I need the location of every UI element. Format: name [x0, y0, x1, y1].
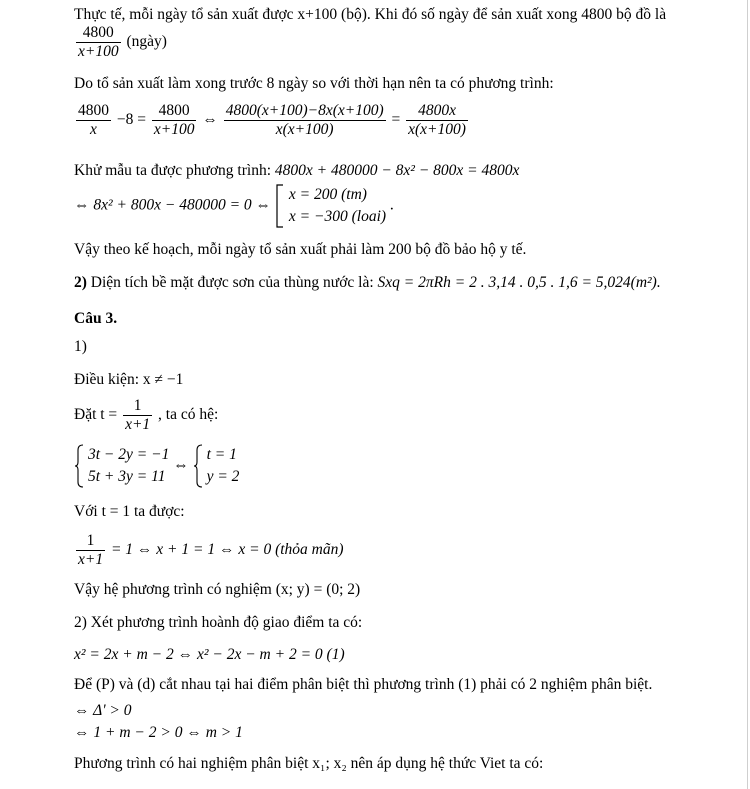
days-fraction	[76, 24, 121, 61]
eq1-fraction-2	[152, 102, 197, 139]
system-left-row-2: 5t + 3y = 11	[88, 468, 166, 485]
result-den: x+1	[78, 551, 104, 568]
system-right-row-2: y = 2	[206, 468, 240, 485]
eq1-f2-num: 4800	[152, 102, 197, 121]
paragraph-viet: Phương trình có hai nghiệm phân biệt x₁; x₂ nên áp dụng hệ thức Viet ta có:	[74, 755, 544, 772]
days-unit: (ngày)	[126, 33, 167, 51]
eq1-f1-num: 4800	[78, 102, 109, 119]
eq2-end: .	[389, 196, 394, 214]
paragraph-de: Để (P) và (d) cắt nhau tại hai điểm phân biệt thì phương trình (1) phải có 2 nghiệm phân biệt.	[74, 676, 653, 693]
eq1-f4-den: x(x+100)	[408, 121, 466, 138]
system-right	[193, 444, 240, 488]
dien-tich-equation: Sxq = 2πRh = 2 . 3,14 . 0,5 . 1,6 = 5,024(m²).	[377, 274, 661, 291]
voi-t: Với t = 1 ta được:	[74, 503, 185, 520]
result-fraction	[76, 532, 105, 569]
eq1-f3-num: 4800(x+100)−8x(x+100)	[225, 102, 384, 119]
square-bracket-icon	[275, 184, 285, 228]
result-num: 1	[76, 532, 105, 551]
part-2-heading: 2) Xét phương trình hoành độ giao điểm ta có:	[74, 614, 363, 631]
eq1-f4-num: 4800x	[406, 102, 468, 121]
dat-t-num: 1	[123, 397, 152, 416]
eq1-fraction-4	[406, 102, 468, 139]
cau-3-heading: Câu 3.	[74, 310, 118, 327]
eq2-bracket-system	[275, 184, 386, 228]
curly-brace-icon	[193, 444, 203, 488]
days-fraction-numerator: 4800	[76, 24, 121, 43]
part-2-label: 2)	[74, 274, 87, 291]
eq2-solution-1: x = 200 (tm)	[288, 186, 367, 203]
system-left	[74, 444, 169, 488]
eq1-f3-den: x(x+100)	[275, 121, 334, 138]
khu-mau-equation: 4800x + 480000 − 8x² − 800x = 4800x	[274, 162, 520, 179]
m-condition: ⇔ 1 + m − 2 > 0 ⇔ m > 1	[74, 724, 243, 741]
eq2-solution-2: x = −300 (loai)	[288, 208, 387, 225]
dat-t-fraction	[123, 397, 152, 434]
system-left-row-1: 3t − 2y = −1	[88, 446, 170, 463]
paragraph-thuc-te: Thực tế, mỗi ngày tổ sản xuất được x+100 (bộ). Khi đó số ngày để sản xuất xong 4800 bộ đồ là	[74, 6, 667, 23]
days-expression	[74, 24, 167, 61]
dat-t-den: x+1	[125, 416, 151, 433]
dat-t-prefix: Đặt t =	[74, 406, 118, 424]
part-1-label: 1)	[74, 338, 87, 355]
dien-tich-text: Diện tích bề mặt được sơn của thùng nước là:	[90, 274, 374, 291]
paragraph-do-to: Do tổ sản xuất làm xong trước 8 ngày so với thời hạn nên ta có phương trình:	[74, 75, 554, 92]
equation-1	[74, 102, 470, 139]
delta-condition: ⇔ Δ' > 0	[74, 702, 132, 719]
days-fraction-denominator: x+100	[78, 43, 119, 60]
paragraph-vay-1: Vậy theo kế hoạch, mỗi ngày tổ sản xuất phải làm 200 bộ đồ bảo hộ y tế.	[74, 241, 527, 258]
curly-brace-icon	[74, 444, 84, 488]
eq1-fraction-3	[224, 102, 386, 139]
system-right-row-1: t = 1	[206, 446, 237, 463]
system-equations	[74, 444, 239, 488]
result-equation-text: = 1 ⇔ x + 1 = 1 ⇔ x = 0 (thỏa mãn)	[110, 541, 344, 559]
vay-he: Vậy hệ phương trình có nghiệm (x; y) = (0; 2)	[74, 581, 361, 598]
eq1-fraction-1	[76, 102, 111, 139]
eq1-iff: ⇔	[202, 111, 218, 129]
eq1-f1-den: x	[90, 121, 97, 138]
paragraph-dien-tich	[74, 274, 661, 292]
eq2-left: ⇔ 8x² + 800x − 480000 = 0 ⇔	[74, 196, 272, 214]
result-equation	[74, 532, 344, 569]
system-iff: ⇔	[173, 456, 189, 474]
eq1-minus8: −8 =	[116, 111, 146, 129]
eq1-equals: =	[391, 111, 401, 129]
dat-t-suffix: , ta có hệ:	[158, 406, 219, 424]
dat-t	[74, 397, 218, 434]
equation-3: x² = 2x + m − 2 ⇔ x² − 2x − m + 2 = 0 (1)	[74, 646, 345, 663]
dieu-kien: Điều kiện: x ≠ −1	[74, 371, 184, 388]
equation-2	[74, 184, 394, 228]
eq1-f2-den: x+100	[153, 121, 195, 138]
paragraph-khu-mau	[74, 162, 519, 180]
khu-mau-text: Khử mẫu ta được phương trình:	[74, 162, 271, 179]
